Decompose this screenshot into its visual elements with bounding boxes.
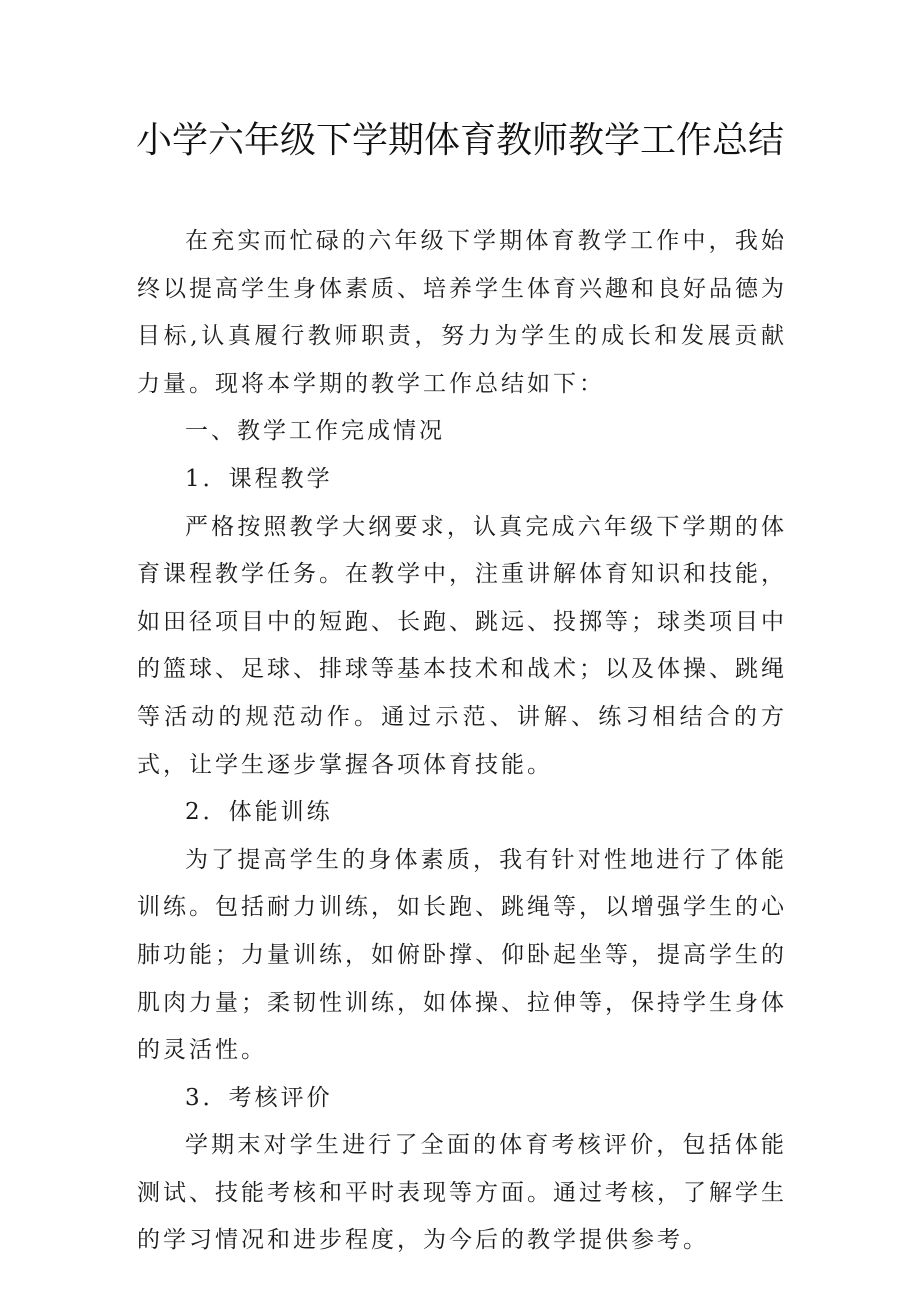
- intro-paragraph: 在充实而忙碌的六年级下学期体育教学工作中，我始终以提高学生身体素质、培养学生体育兴趣和良好品德为目标,认真履行教师职责，努力为学生的成长和发展贡献力量。现将本学期的教学工作总结如下：: [137, 228, 787, 397]
- section-heading: 一、教学工作完成情况: [185, 418, 445, 445]
- body-paragraph: 严格按照教学大纲要求，认真完成六年级下学期的体育课程教学任务。在教学中，注重讲解体育知识和技能，如田径项目中的短跑、长跑、跳远、投掷等；球类项目中的篮球、足球、排球等基本技术和战术；以及体操、跳绳等活动的规范动作。通过示范、讲解、练习相结合的方式，让学生逐步掌握各项体育技能。: [137, 513, 787, 778]
- subsection-heading: 2．体能训练: [185, 799, 333, 826]
- body-paragraph: 为了提高学生的身体素质，我有针对性地进行了体能训练。包括耐力训练，如长跑、跳绳等，以增强学生的心肺功能；力量训练，如俯卧撑、仰卧起坐等，提高学生的肌肉力量；柔韧性训练，如体操、拉伸等，保持学生身体的灵活性。: [137, 846, 787, 1064]
- subsection-heading: 1．课程教学: [185, 465, 333, 492]
- document-body: [137, 218, 787, 1265]
- body-paragraph: 学期末对学生进行了全面的体育考核评价，包括体能测试、技能考核和平时表现等方面。通过考核，了解学生的学习情况和进步程度，为今后的教学提供参考。: [137, 1132, 787, 1254]
- document-title: 小学六年级下学期体育教师教学工作总结: [135, 120, 784, 161]
- subsection-heading: 3．考核评价: [185, 1084, 333, 1111]
